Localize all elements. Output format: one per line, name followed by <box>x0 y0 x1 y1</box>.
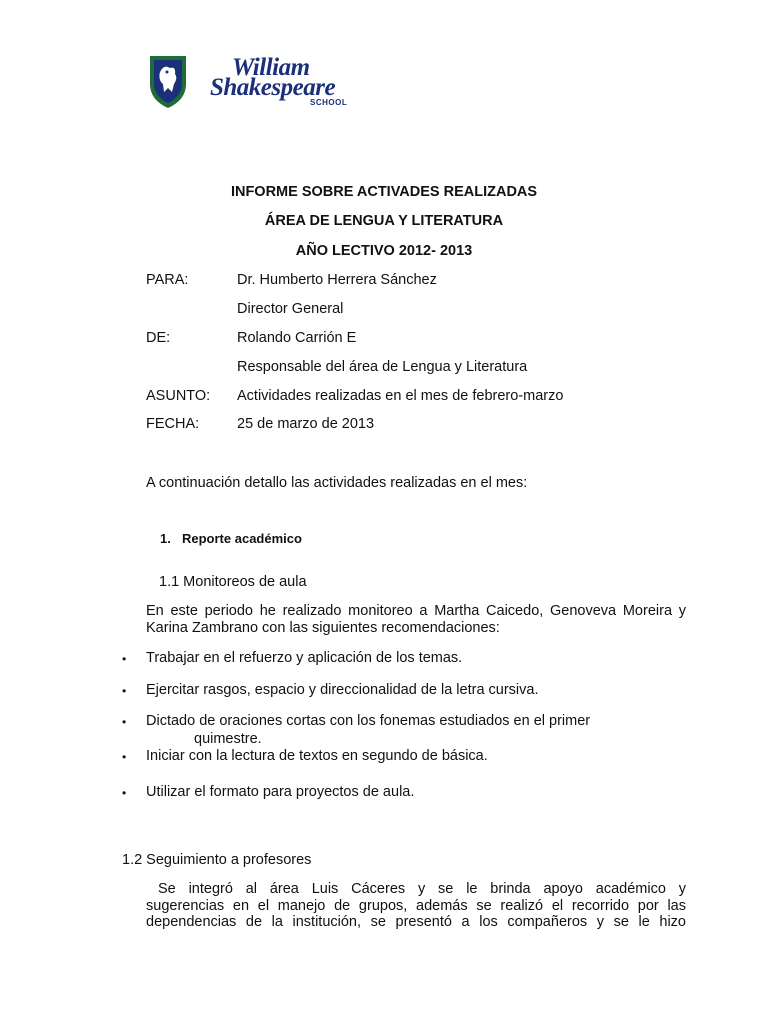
list-item: Dictado de oraciones cortas con los fonemas estudiados en el primer <box>146 713 591 729</box>
intro-text: A continuación detallo las actividades realizadas en el mes: <box>146 475 528 491</box>
report-title: INFORME SOBRE ACTIVADES REALIZADAS <box>230 184 538 200</box>
followup-line-1: Se integró al área Luis Cáceres y se le brinda apoyo académico y <box>158 881 686 897</box>
bullet-icon: • <box>122 786 127 800</box>
fecha-label: FECHA: <box>146 416 200 432</box>
area-title: ÁREA DE LENGUA Y LITERATURA <box>264 213 504 229</box>
para-role: Director General <box>237 301 344 317</box>
list-item: Ejercitar rasgos, espacio y direccionalidad de la letra cursiva. <box>146 682 539 698</box>
list-item: Utilizar el formato para proyectos de aula. <box>146 784 415 800</box>
list-item: Iniciar con la lectura de textos en segundo de básica. <box>146 748 488 764</box>
subsection-title: 1.2 Seguimiento a profesores <box>122 852 312 868</box>
bullet-icon: • <box>122 715 127 729</box>
bullet-icon: • <box>122 684 127 698</box>
para-value: Dr. Humberto Herrera Sánchez <box>237 272 437 288</box>
section-title: Reporte académico <box>182 531 302 546</box>
asunto-value: Actividades realizadas en el mes de febrero-marzo <box>237 388 564 404</box>
para-label: PARA: <box>146 272 189 288</box>
de-role: Responsable del área de Lengua y Literatura <box>237 359 528 375</box>
list-item: Trabajar en el refuerzo y aplicación de los temas. <box>146 650 463 666</box>
followup-line-3: dependencias de la institución, se presentó a los compañeros y se le hizo <box>146 914 686 930</box>
logo-school: SCHOOL <box>310 98 348 107</box>
asunto-label: ASUNTO: <box>146 388 211 404</box>
bullet-icon: • <box>122 652 127 666</box>
list-item-continuation: quimestre. <box>194 731 262 747</box>
de-label: DE: <box>146 330 171 346</box>
section-number: 1. <box>160 531 171 546</box>
year-title: AÑO LECTIVO 2012- 2013 <box>295 243 473 259</box>
followup-line-2: sugerencias en el manejo de grupos, además se realizó el recorrido por las <box>146 898 686 914</box>
de-value: Rolando Carrión E <box>237 330 357 346</box>
logo-shakespeare: Shakespeare <box>210 74 336 101</box>
fecha-value: 25 de marzo de 2013 <box>237 416 375 432</box>
monitoring-paragraph: En este periodo he realizado monitoreo a Martha Caicedo, Genoveva Moreira y Karina Zambrano con las siguientes recomendaciones: <box>146 603 686 636</box>
school-logo <box>148 52 358 112</box>
bullet-icon: • <box>122 750 127 764</box>
logo-william: William <box>232 54 310 81</box>
subsection-title: 1.1 Monitoreos de aula <box>159 574 307 590</box>
